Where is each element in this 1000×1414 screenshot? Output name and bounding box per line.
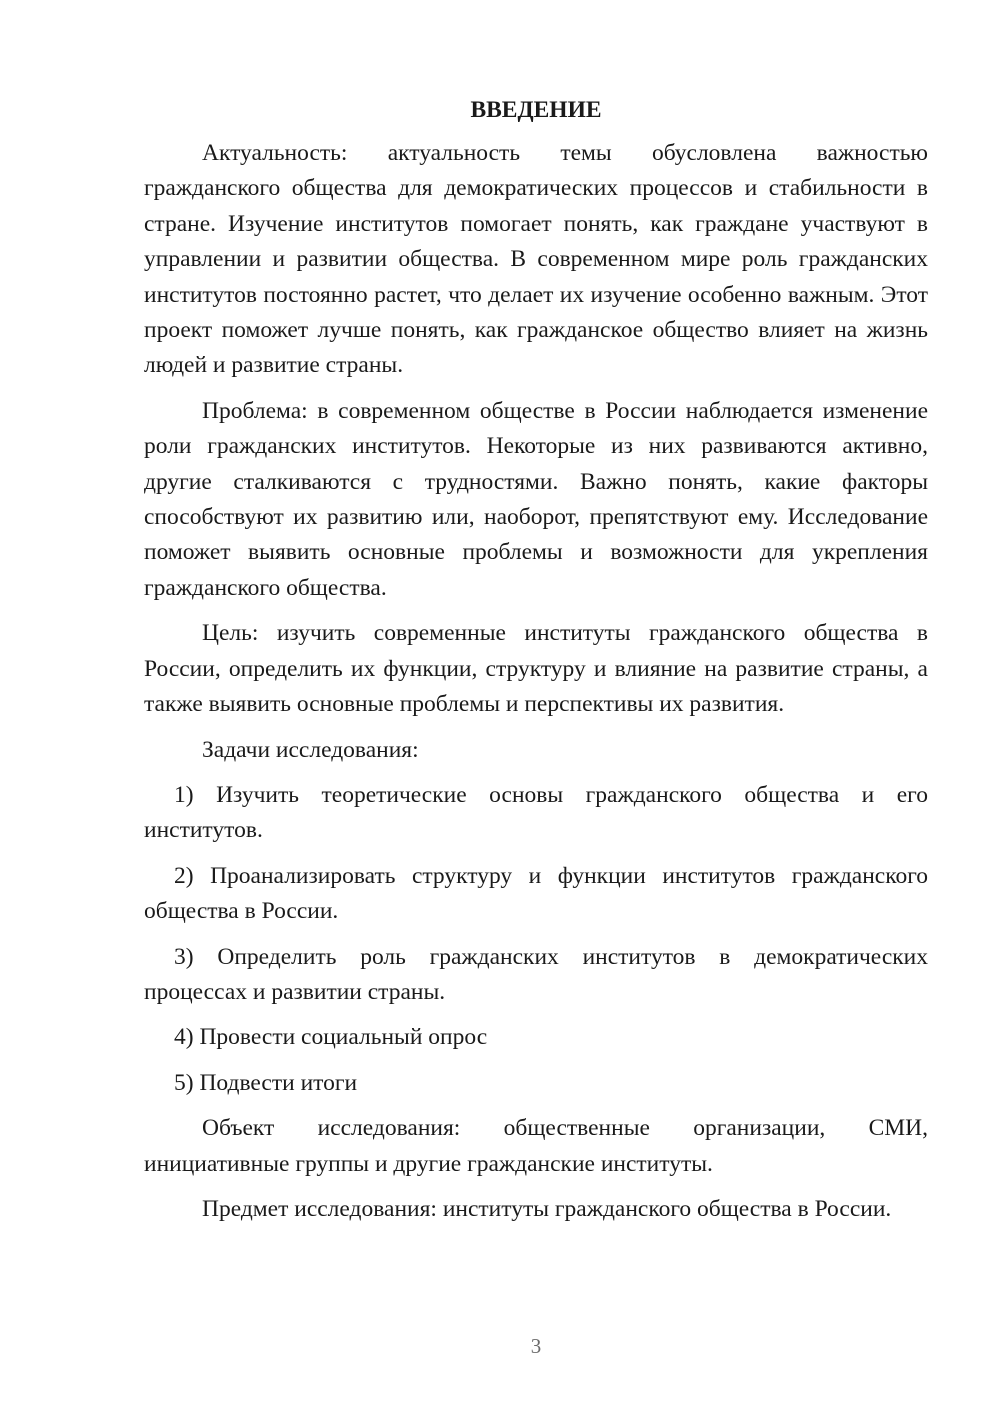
paragraph-subject: Предмет исследования: институты гражданского общества в России. [202, 1195, 892, 1222]
paragraph-object: Объект исследования: общественные организации, СМИ, инициативные группы и другие гражданские институты. [144, 1115, 928, 1177]
page-number: 3 [530, 1334, 542, 1358]
tasks-title: Задачи исследования: [202, 736, 419, 763]
task-item-2: 2) Проанализировать структуру и функции институтов гражданского общества в России. [144, 862, 928, 925]
page-title: ВВЕДЕНИЕ [470, 97, 602, 123]
paragraph-relevance: Актуальность: актуальность темы обусловлена важностью гражданского общества для демократических процессов и стабильности в стране. Изучение институтов помогает понять, как граждане участвуют в управлении и развитии общества. В современном мире роль гражданских институтов постоянно растет, что делает их изучение особенно важным. Этот проект поможет лучше понять, как гражданское общество влияет на жизнь людей и развитие страны. [144, 140, 928, 379]
task-item-3: 3) Определить роль гражданских институтов в демократических процессах и развитии страны. [144, 943, 928, 1005]
paragraph-problem: Проблема: в современном обществе в России наблюдается изменение роли гражданских институтов. Некоторые из них развиваются активно, другие сталкиваются с трудностями. Важно понять, какие факторы способствуют их развитию или, наоборот, препятствуют ему. Исследование поможет выявить основные проблемы и возможности для укрепления гражданского общества. [144, 397, 928, 601]
task-item-5: 5) Подвести итоги [174, 1069, 358, 1096]
page-content [144, 92, 928, 1237]
task-item-4: 4) Провести социальный опрос [174, 1024, 488, 1051]
paragraph-goal: Цель: изучить современные институты гражданского общества в России, определить их функции, структуру и влияние на развитие страны, а также выявить основные проблемы и перспективы их развития. [144, 620, 928, 718]
task-item-1: 1) Изучить теоретические основы гражданского общества и его институтов. [144, 781, 928, 844]
